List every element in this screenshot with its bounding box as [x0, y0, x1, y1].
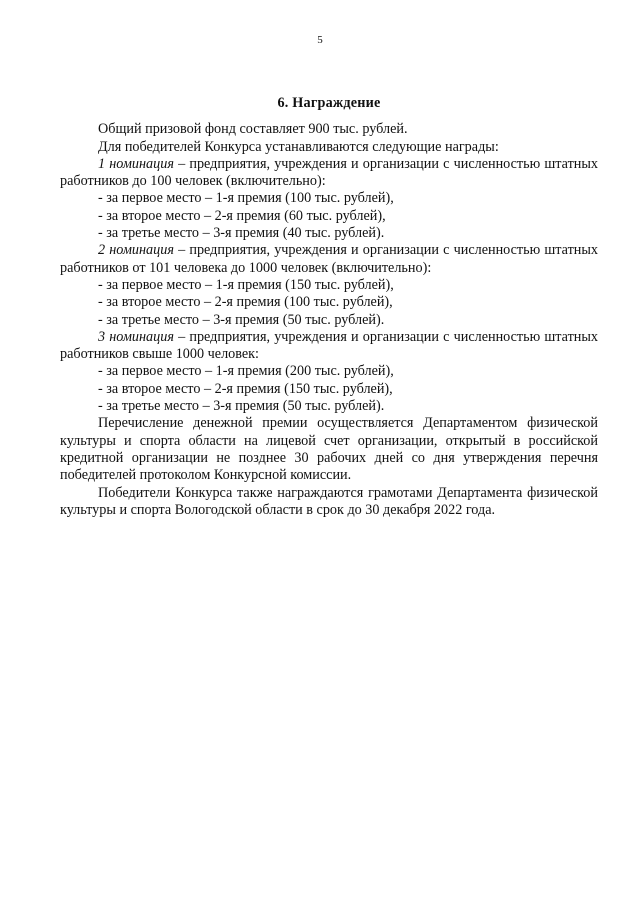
section-heading: 6. Награждение: [277, 95, 381, 111]
transfer-paragraph: Перечисление денежной премии осуществляется Департаментом физической культуры и спорта области на лицевой счет организации, открытый в российской кредитной организации не позднее 30 рабочих дней со дня утверждения перечня победителей протоколом Конкурсной комиссии.: [60, 415, 598, 484]
nomination-1-paragraph: [60, 156, 598, 191]
page-number: 5: [317, 34, 323, 46]
nomination-3-text: – предприятия, учреждения и организации с численностью штатных работников свыше 1000 человек:: [60, 328, 599, 363]
nomination-1-place-2: - за второе место – 2-я премия (60 тыс. рублей),: [98, 207, 386, 224]
nomination-3-place-2: - за второе место – 2-я премия (150 тыс. рублей),: [98, 380, 393, 397]
nomination-1-place-1: - за первое место – 1-я премия (100 тыс. рублей),: [98, 190, 394, 207]
prize-fund-paragraph: Общий призовой фонд составляет 900 тыс. рублей.: [98, 121, 408, 138]
nomination-3-place-3: - за третье место – 3-я премия (50 тыс. рублей).: [98, 398, 385, 415]
nomination-1-label: 1 номинация: [98, 155, 174, 172]
nomination-1-place-3: - за третье место – 3-я премия (40 тыс. рублей).: [98, 225, 385, 242]
awards-intro-paragraph: Для победителей Конкурса устанавливаются следующие награды:: [98, 138, 499, 155]
nomination-2-place-2: - за второе место – 2-я премия (100 тыс. рублей),: [98, 294, 393, 311]
nomination-3-place-1: - за первое место – 1-я премия (200 тыс. рублей),: [98, 363, 394, 380]
document-body: [60, 95, 598, 519]
nomination-2-place-3: - за третье место – 3-я премия (50 тыс. рублей).: [98, 311, 385, 328]
nomination-3-paragraph: [60, 329, 598, 364]
nomination-2-label: 2 номинация: [98, 242, 174, 259]
nomination-1-text: – предприятия, учреждения и организации с численностью штатных работников до 100 человек (включительно):: [60, 155, 599, 190]
nomination-2-text: – предприятия, учреждения и организации с численностью штатных работников от 101 человека до 1000 человек (включительно):: [60, 242, 599, 276]
nomination-3-label: 3 номинация: [98, 328, 174, 345]
nomination-2-paragraph: [60, 242, 598, 277]
closing-paragraph: Победители Конкурса также награждаются грамотами Департамента физической культуры и спорта Вологодской области в срок до 30 декабря 2022 года.: [60, 484, 598, 518]
nomination-2-place-1: - за первое место – 1-я премия (150 тыс. рублей),: [98, 276, 394, 293]
